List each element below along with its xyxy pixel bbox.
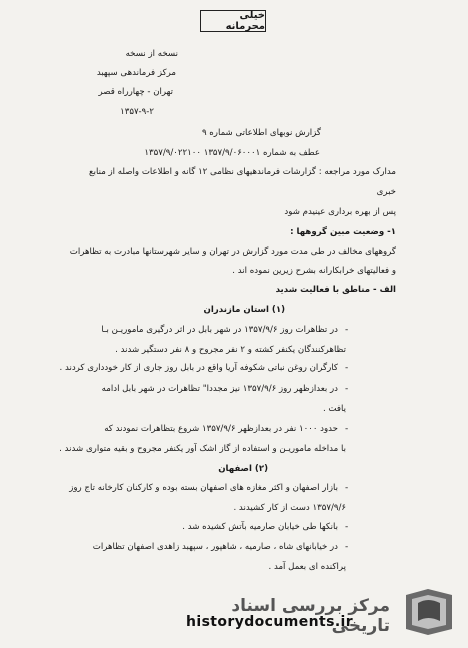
classification-label: خیلی محرمانه xyxy=(225,10,265,32)
reference-sources: مدارک مورد مراجعه : گزارشات فرماندهیهای نظامی ۱۲ گانه و اطلاعات واصله از منابع xyxy=(89,167,396,177)
line-pas-az: پس از بهره برداری عینیدم شود xyxy=(284,207,396,217)
mazandaran-item-3a: در بعدازظهر روز ۱۳۵۷/۹/۶ نیز مجددا" تظاهرات در شهر بابل ادامه xyxy=(101,384,338,394)
isfahan-item-2: بانکها طی خیابان صارمیه بآتش کشیده شد . xyxy=(182,522,338,532)
bullet-dash: - xyxy=(345,483,349,493)
office-address: تهران - چهارراه قصر xyxy=(98,87,173,97)
section-1-heading: ۱- وضعیت مبین گروهها : xyxy=(290,227,396,237)
bullet-dash: - xyxy=(345,363,349,373)
copy-line: نسخه از نسخه xyxy=(125,49,178,59)
bullet-dash: - xyxy=(345,424,349,434)
classification-stamp xyxy=(200,10,266,32)
province-mazandaran-heading: (۱) استان مازندران xyxy=(203,305,285,315)
mazandaran-item-1b: تظاهرکنندگان یکنفر کشته و ۲ نفر مجروح و ۸ نفر دستگیر شدند . xyxy=(115,345,346,355)
addressee: مرکز فرماندهی سپهبد xyxy=(96,68,176,78)
bullet-dash: - xyxy=(345,542,349,552)
watermark-url: historydocuments.ir xyxy=(186,614,354,630)
watermark-title: مرکز بررسی اسناد تاریخی xyxy=(231,596,390,636)
subject-line: گزارش نوبهای اطلاعاتی شماره ۹ xyxy=(201,128,321,138)
isfahan-item-1a: بازار اصفهان و اکثر مغازه های اصفهان بسته بوده و کارکنان کارخانه تاج روز xyxy=(69,483,338,493)
isfahan-item-3b: پراکنده ای بعمل آمد . xyxy=(268,562,346,572)
bullet-dash: - xyxy=(345,384,349,394)
document-date: ۱۳۵۷-۹-۲ xyxy=(120,107,154,117)
mazandaran-item-4a: حدود ۱۰۰۰ نفر در بعدازظهر ۱۳۵۷/۹/۶ شروع بتظاهرات نمودند که xyxy=(104,424,338,434)
bullet-dash: - xyxy=(345,522,349,532)
alef-heading: الف - مناطق با فعالیت شدید xyxy=(275,285,396,295)
paragraph-line-1: گروههای مخالف در طی مدت مورد گزارش در تهران و سایر شهرستانها مبادرت به تظاهرات xyxy=(69,247,396,257)
bullet-dash: - xyxy=(345,325,349,335)
reference-line: عطف به شماره ۱۳۵۷/۹/۰۶۰۰۰۱ ۱۳۵۷/۹/۰۲۲۱۰۰ xyxy=(144,148,320,158)
isfahan-item-1b: ۱۳۵۷/۹/۶ دست از کار کشیدند . xyxy=(233,503,346,513)
mazandaran-item-3b: یافت . xyxy=(322,404,346,414)
mazandaran-item-2: کارگران روغن نباتی شکوفه آریا واقع در بابل روز جاری از کار خودداری کردند . xyxy=(59,363,338,373)
province-isfahan-heading: (۲) اصفهان xyxy=(218,464,268,474)
mazandaran-item-1a: در تظاهرات روز ۱۳۵۷/۹/۶ در شهر بابل در اثر درگیری ماموریـن بـا xyxy=(101,325,338,335)
paragraph-line-2: و فعالیتهای خرابکارانه بشرح زیرین نموده اند . xyxy=(232,266,396,276)
mazandaran-item-4b: با مداخله ماموریـن و استفاده از گاز اشک آور یکنفر مجروح و بقیه متواری شدند . xyxy=(59,444,346,454)
archive-logo-icon xyxy=(400,585,458,637)
isfahan-item-3a: در خیابانهای شاه ، صارمیه ، شاهپور ، سپهبد زاهدی اصفهان تظاهرات xyxy=(92,542,338,552)
line-khabari: خبری xyxy=(376,187,396,197)
